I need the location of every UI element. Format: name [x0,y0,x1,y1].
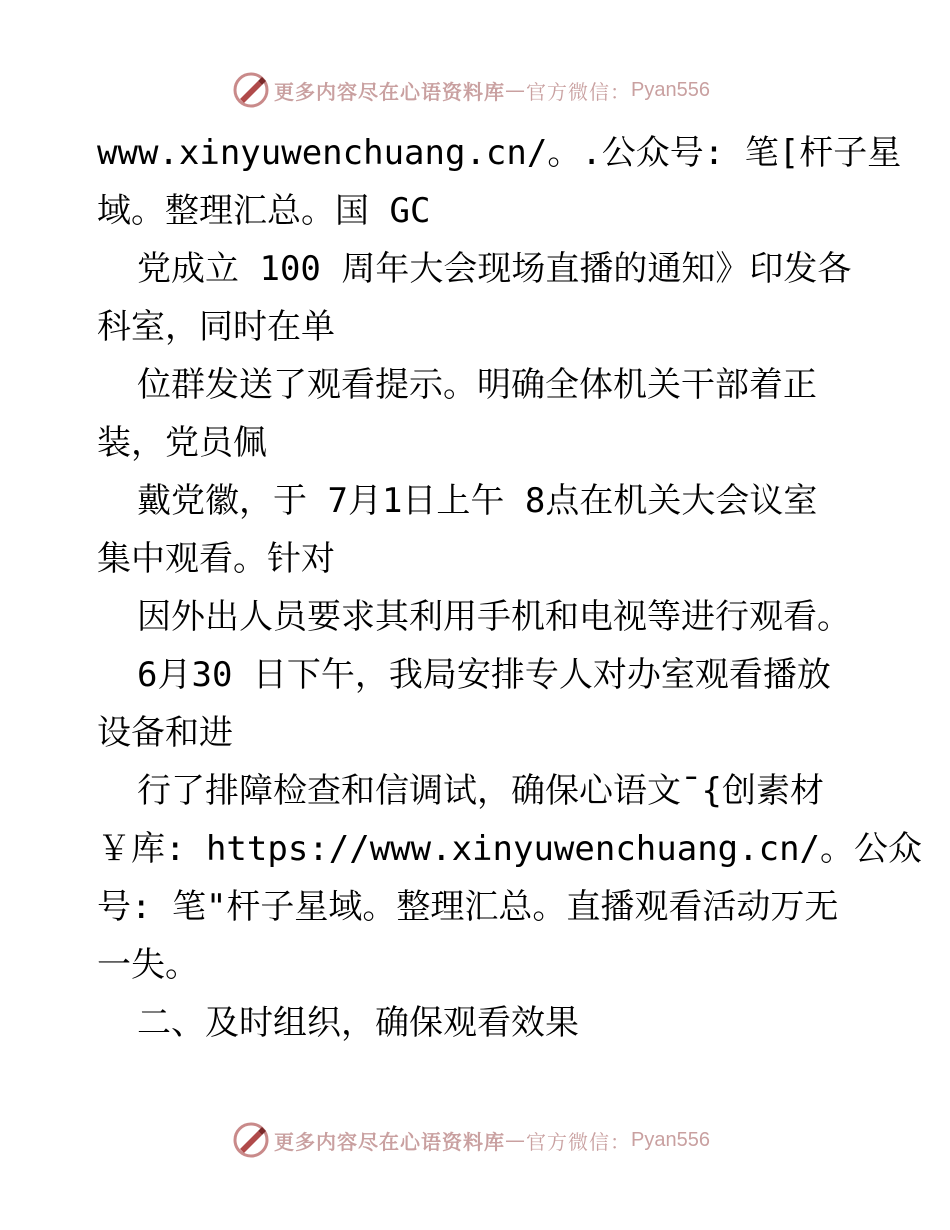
text-line: 党成立 100 周年大会现场直播的通知》印发各 [137,249,852,289]
text-line: 位群发送了观看提示。明确全体机关干部着正 [137,365,817,405]
text-line: 戴党徽，于 7月1日上午 8点在机关大会议室 [137,481,818,521]
pen-logo-icon [232,1121,270,1159]
text-line: 一失。 [97,945,199,985]
document-body [97,124,923,1052]
banner-main-text: 更多内容尽在心语资料库 [274,1129,505,1154]
footer-watermark-banner [232,1120,732,1160]
text-line: 域。整理汇总。国 GC [97,191,431,231]
text-line: 号: 笔"杆子星域。整理汇总。直播观看活动万无 [97,887,839,927]
banner-sub-text: 官方微信： [526,79,631,104]
text-line: ￥库: https://www.xinyuwenchuang.cn/。公众 [97,829,923,869]
text-line: 集中观看。针对 [97,539,335,579]
text-line: www.xinyuwenchuang.cn/。.公众号: 笔[杆子星 [97,133,902,173]
banner-separator: — [505,1128,526,1152]
section-heading: 二、及时组织，确保观看效果 [137,1003,579,1043]
pen-logo-icon [232,71,270,109]
banner-sub-text: 官方微信： [526,1129,631,1154]
banner-main-text: 更多内容尽在心语资料库 [274,79,505,104]
banner-wechat-id: Pyan556 [631,1128,710,1151]
text-line: 因外出人员要求其利用手机和电视等进行观看。 [137,597,851,637]
text-line: 装，党员佩 [97,423,267,463]
banner-wechat-id: Pyan556 [631,78,710,101]
text-line: 行了排障检查和信调试，确保心语文¯{创素材 [137,771,824,811]
text-line: 6月30 日下午，我局安排专人对办室观看播放 [137,655,831,695]
banner-separator: — [505,78,526,102]
text-line: 科室，同时在单 [97,307,335,347]
header-watermark-banner [232,70,732,110]
text-line: 设备和进 [97,713,233,753]
